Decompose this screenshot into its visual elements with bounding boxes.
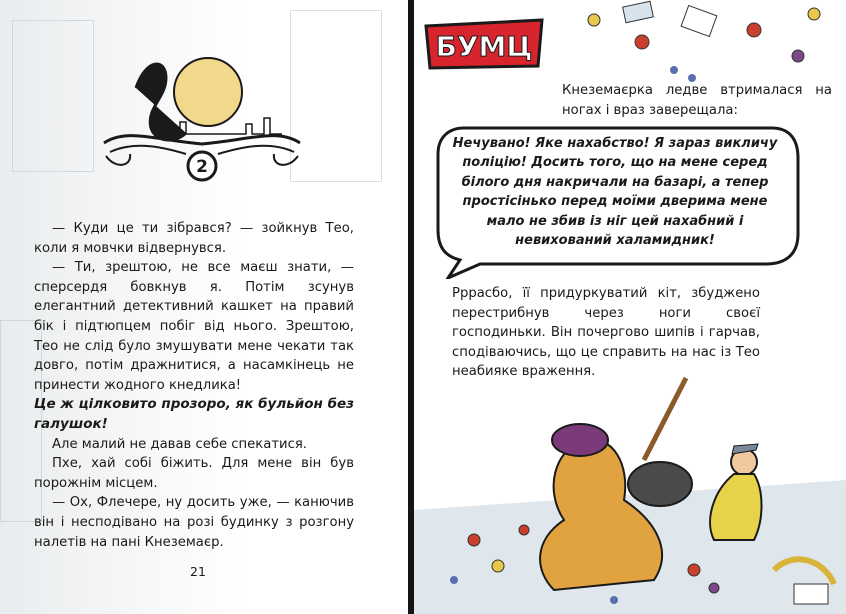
paragraph: — Ох, Флечере, ну досить уже, — канючив він і несподівано на розі будинку з розгону налетів на пані Кнеземаєр. [34, 495, 354, 550]
cane-icon [644, 378, 686, 460]
intro-text: Кнеземаєрка ледве втрималася на ногах і враз заверещала: [562, 83, 832, 118]
paragraph: — Куди це ти зібрався? — зойкнув Тео, коли я мовчки відвернувся. [34, 221, 354, 256]
speech-bubble-text: Нечувано! Яке нахабство! Я зараз викличу поліцію! Досить того, що на мене серед білого дня накричали на базарі, а тепер простісінько перед моїми дверима мене мало не збив із ніг цей нахабний і невихований халамидник! [452, 136, 778, 249]
paragraph: Пхе, хай собі біжить. Для мене він був порожнім місцем. [34, 456, 354, 491]
chapter-ornament [96, 48, 308, 188]
paragraph: — Ти, зрештою, не все маєш знати, — сперсердя бовкнув я. Потім зсунув елегантний детективний кашкет на правий бік і підтюпцем побіг від нього. Зрештою, Тео не слід було змушувати мене чекати так довго, потім дражнитися, а насамкінець не принести жодного кнедлика! [34, 260, 354, 393]
left-page [0, 0, 410, 614]
background-sketch [12, 20, 94, 172]
page-number: 21 [190, 564, 206, 579]
paragraph: Але малий не давав себе спекатися. [52, 436, 307, 452]
illustration-scene [414, 370, 846, 614]
sound-effect-text: БУМЦ [435, 30, 533, 63]
right-page [414, 0, 846, 614]
left-body-text [34, 219, 354, 552]
chapter-number: 2 [196, 157, 208, 177]
emphasis-line: Це ж цілковито прозоро, як бульйон без галушок! [34, 396, 354, 432]
egg-carton-icon [794, 584, 828, 604]
sound-effect-bumc [424, 18, 546, 70]
moon-icon [174, 58, 242, 126]
scattered-food-decoration [554, 0, 846, 90]
narration-text: Рррасбо, її придуркуватий кіт, збуджено перестрибнув через ноги своєї господиньки. Він почергово шипів і гарчав, сподіваючись, що це справить на нас із Тео неабияке враження. [452, 286, 760, 380]
cat-icon [628, 462, 692, 506]
